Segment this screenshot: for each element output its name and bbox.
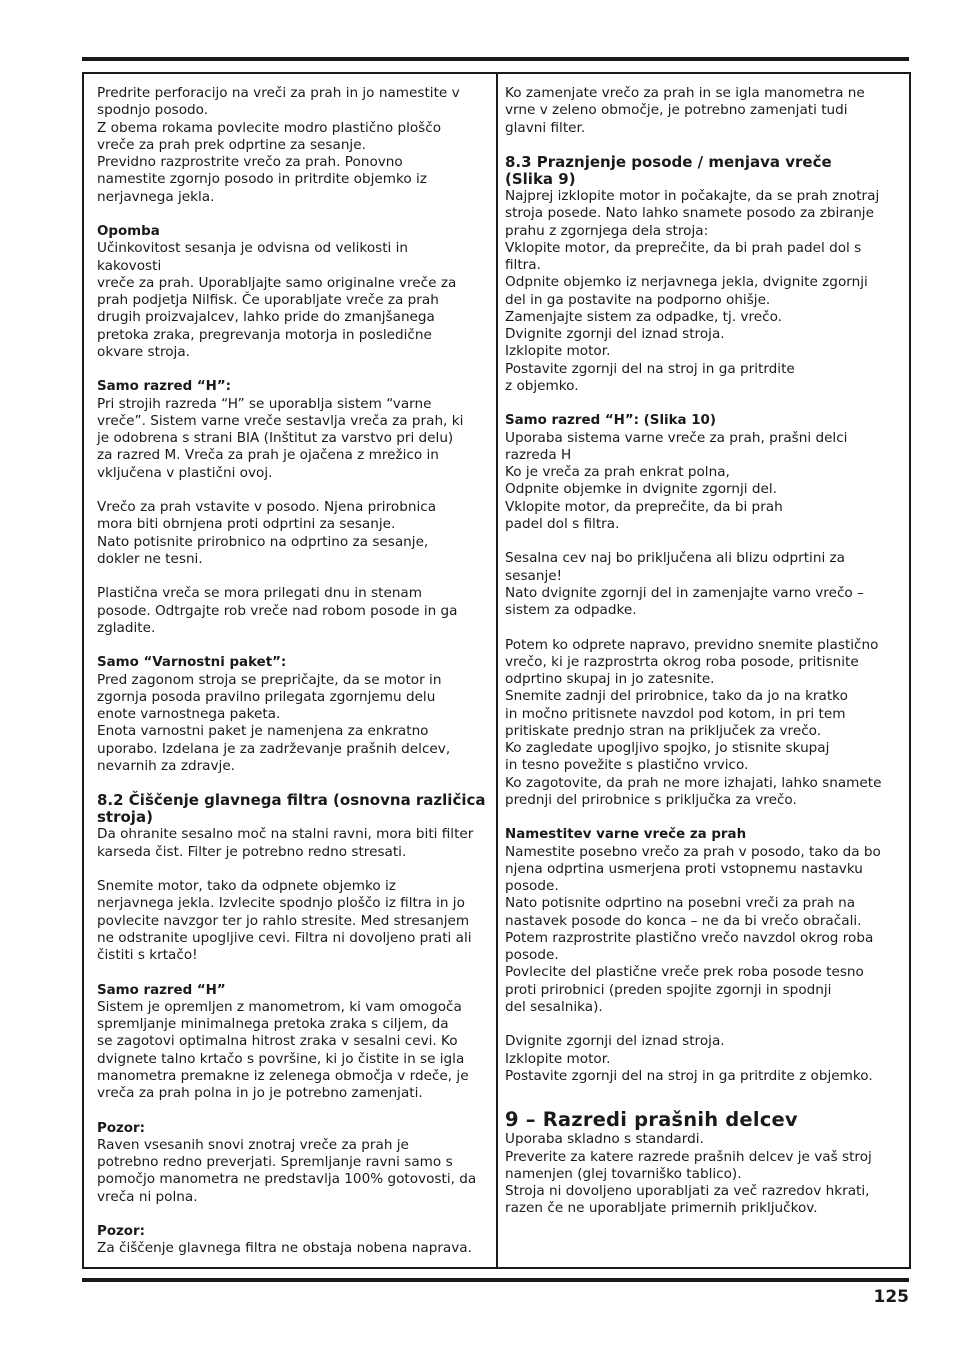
paragraph-manometer-filter: Ko zamenjate vrečo za prah in se igla manometra ne vrne v zeleno območje, je potrebno zamenjati tudi glavni filter.	[505, 85, 865, 136]
heading-namestitev: Namestitev varne vreče za prah	[505, 827, 747, 843]
paragraph-pozor-2: Za čiščenje glavnega filtra ne obstaja nobena naprava.	[97, 1240, 472, 1257]
paragraph-samo-razred-h-1: Pri strojih razreda “H” se uporablja sistem “varne vreče”. Sistem varne vreče sestavlja vreča za prah, ki je odobrena s strani BIA (Inštitut za varstvo pri delu) za razred M. Vreča za prah je ojačena z mrežico in vključena v plastični ovoj.	[97, 395, 464, 481]
bottom-rule	[82, 1278, 909, 1282]
content-frame	[82, 72, 911, 1269]
heading-varnostni-paket: Samo “Varnostni paket”:	[97, 655, 287, 671]
heading-samo-razred-h-1: Samo razred “H”:	[97, 379, 232, 395]
heading-pozor-1: Pozor:	[97, 1120, 145, 1136]
heading-opomba: Opomba	[97, 224, 160, 239]
paragraph-prirobnica: Vrečo za prah vstavite v posodo. Njena prirobnica mora biti obrnjena proti odprtini za sesanje. Nato potisnite prirobnico na odprtino za sesanje, dokler ne tesni.	[97, 499, 437, 567]
paragraph-potem: Potem ko odprete napravo, previdno snemite plastično vrečo, ki je razprostrta okrog roba posode, pritisnite odprtino skupaj in jo zatesnite. Snemite zadnji del prirobnice, tako da jo na kratko in močno pritisnete navzdol pod kotom, in pri tem pritiskate prednjo stran na priključek za vrečo. Ko zagledate upogljivo spojko, jo stisnite skupaj in tesno povežite s plastično vrvico. Ko zagotovite, da prah ne more izhajati, lahko snamete prednji del prirobnice s priključka za vrečo.	[505, 636, 882, 808]
paragraph-opomba: Učinkovitost sesanja je odvisna od velikosti in kakovosti vreče za prah. Uporabljajte samo originalne vreče za prah podjetja Nilfisk. Če uporabljate vreče za prah drugih proizvajalcev, lahko pride do zmanjšanega pretoka zraka, pregrevanja motorja in posledične okvare stroja.	[97, 240, 457, 360]
heading-samo-razred-h-2: Samo razred “H”	[97, 982, 226, 998]
paragraph-plasticna-vreca: Plastična vreča se mora prilegati dnu in stenam posode. Odtrgajte rob vreče nad robom posode in ga zgladite.	[97, 585, 458, 636]
column-divider	[496, 74, 498, 1267]
paragraph-section-8-2-steps: Snemite motor, tako da odpnete objemko iz nerjavnega jekla. Izvlecite spodnjo ploščo iz filtra in jo povlecite navzgor ter jo rahlo stresite. Med stresanjem ne odstranite upogljive cevi. Filtra ni dovoljeno prati ali čistiti s krtačo!	[97, 878, 472, 963]
paragraph-section-8-2-intro: Da ohranite sesalno moč na stalni ravni, mora biti filter karseda čist. Filter je potrebno redno stresati.	[97, 826, 474, 860]
paragraph-namestitev: Namestite posebno vrečo za prah v posodo, tako da bo njena odprtina usmerjena proti vstopnemu nastavku posode. Nato potisnite odprtino na posebni vreči za prah na nastavek posode do konca – ne da bi vrečo obračali. Potem razprostrite plastično vrečo navzdol okrog roba posode. Povlecite del plastične vreče prek roba posode tesno proti prirobnici (preden spojite zgornji in spodnji del sesalnika).	[505, 843, 881, 1015]
right-column	[505, 85, 901, 1218]
paragraph-samo-razred-h-2: Sistem je opremljen z manometrom, ki vam omogoča spremljanje minimalnega pretoka zraka s ciljem, da se zagotovi optimalna hitrost zraka v sesalni cevi. Ko dvignete talno krtačo s površine, ki jo čistite in se igla manometra premakne iz zelenega območja v rdeče, je vreča za prah polna in jo je potrebno zamenjati.	[97, 998, 469, 1101]
left-column	[97, 85, 489, 1258]
paragraph-varnostni-paket: Pred zagonom stroja se prepričajte, da se motor in zgornja posoda pravilno prilegata zgornjemu delu enote varnostnega paketa. Enota varnostni paket je namenjena za enkratno uporabo. Izdelana je za zadrževanje prašnih delcev, nevarnih za zdravje.	[97, 671, 451, 774]
heading-section-9: 9 – Razredi prašnih delcev	[505, 1108, 798, 1132]
heading-section-8-2: 8.2 Čiščenje glavnega filtra (osnovna različica stroja)	[97, 791, 486, 827]
page-number: 125	[873, 1287, 909, 1307]
paragraph-dvignite: Dvignite zgornji del iznad stroja. Izklopite motor. Postavite zgornji del na stroj in ga pritrdite z objemko.	[505, 1033, 873, 1084]
heading-samo-razred-h-slika-10: Samo razred “H”: (Slika 10)	[505, 413, 716, 429]
heading-pozor-2: Pozor:	[97, 1224, 145, 1239]
heading-section-8-3: 8.3 Praznjenje posode / menjava vreče (Slika 9)	[505, 153, 832, 188]
paragraph-section-9: Uporaba skladno s standardi. Preverite za katere razrede prašnih delcev je vaš stroj namenjen (glej tovarniško tablico). Stroja ni dovoljeno uporabljati za več razredov hkrati, razen če ne uporabljate primernih priključkov.	[505, 1131, 872, 1217]
paragraph-pozor-1: Raven vsesanih snovi znotraj vreče za prah je potrebno redno preverjati. Spremljanje ravni samo s pomočjo manometra ne predstavlja 100% gotovosti, da vreča ni polna.	[97, 1136, 477, 1205]
top-rule	[82, 57, 909, 61]
paragraph-perforation: Predrite perforacijo na vreči za prah in jo namestite v spodnjo posodo. Z obema rokama povlecite modro plastično ploščo vreče za prah prek odprtine za sesanje. Previdno razprostrite vrečo za prah. Ponovno namestite zgornjo posodo in pritrdite objemko iz nerjavnega jekla.	[97, 85, 460, 205]
paragraph-samo-razred-h-slika-10: Uporaba sistema varne vreče za prah, prašni delci razreda H Ko je vreča za prah enkrat polna, Odpnite objemke in dvignite zgornji del. Vklopite motor, da preprečite, da bi prah padel dol s filtra.	[505, 429, 848, 532]
paragraph-sesalna-cev: Sesalna cev naj bo priključena ali blizu odprtini za sesanje! Nato dvignite zgornji del in zamenjajte varno vrečo – sistem za odpadke.	[505, 550, 864, 618]
paragraph-section-8-3: Najprej izklopite motor in počakajte, da se prah znotraj stroja posede. Nato lahko snamete posodo za zbiranje prahu z zgornjega dela stroja: Vklopite motor, da preprečite, da bi prah padel dol s filtra. Odpnite objemko iz nerjavnega jekla, dvignite zgornji del in ga postavite na podporno ohišje. Zamenjajte sistem za odpadke, tj. vrečo. Dvignite zgornji del iznad stroja. Izklopite motor. Postavite zgornji del na stroj in ga pritrdite z objemko.	[505, 188, 880, 394]
